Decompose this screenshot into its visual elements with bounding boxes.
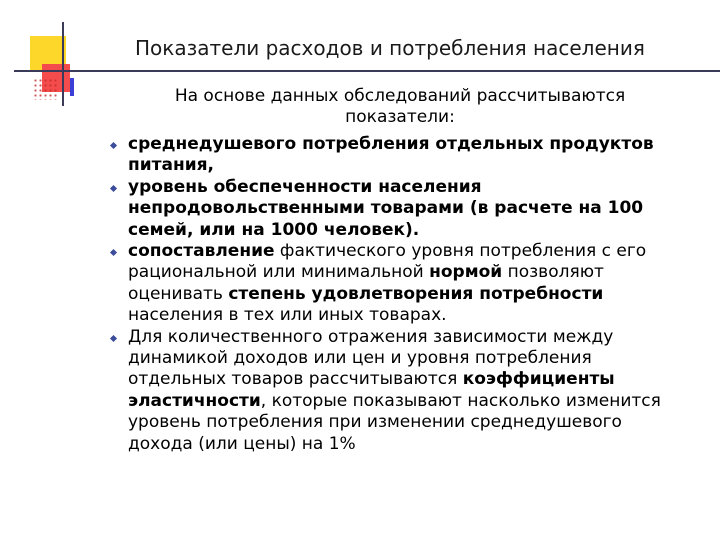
intro-text: На основе данных обследований рассчитываются показатели: [174, 86, 626, 127]
decorative-corner [0, 0, 130, 120]
item-bold-text: среднедушевого потребления отдельных продуктов питания, [128, 134, 654, 176]
item-bold-text: уровень обеспеченности населения непродовольственными товарами (в расчете на 100 семей, или на 1000 человек). [128, 176, 644, 240]
vertical-rule [62, 22, 64, 106]
item-bold-text: сопоставление [128, 241, 275, 262]
list-item [108, 134, 688, 177]
item-text: позволяют оценивать [128, 262, 604, 304]
bullet-list [108, 134, 688, 455]
list-item [108, 177, 688, 241]
item-text: , которые показывают насколько изменится уровень потребления при изменении среднедушевого дохода (или цены) на 1% [128, 390, 661, 454]
item-text: фактического уровня потребления с его рациональной или минимальной [128, 241, 647, 283]
dot-pattern-decoration [33, 78, 59, 100]
diamond-bullet-icon [110, 335, 117, 342]
item-bold-text: коэффициенты эластичности [128, 369, 615, 411]
list-item [108, 327, 688, 455]
diamond-bullet-icon [110, 142, 117, 149]
blue-bar-decoration [70, 78, 74, 96]
diamond-bullet-icon [110, 185, 117, 192]
horizontal-rule [14, 70, 720, 72]
list-item [108, 241, 688, 327]
item-text: населения в тех или иных товарах. [128, 305, 447, 326]
diamond-bullet-icon [110, 249, 117, 256]
item-bold-text: нормой [429, 262, 503, 283]
item-bold-text: степень удовлетворения потребности [228, 283, 604, 304]
item-text: Для количественного отражения зависимости между динамикой доходов или цен и уровня потребления отдельных товаров рассчитываются [128, 326, 614, 390]
slide-title: Показатели расходов и потребления населения [135, 36, 645, 60]
